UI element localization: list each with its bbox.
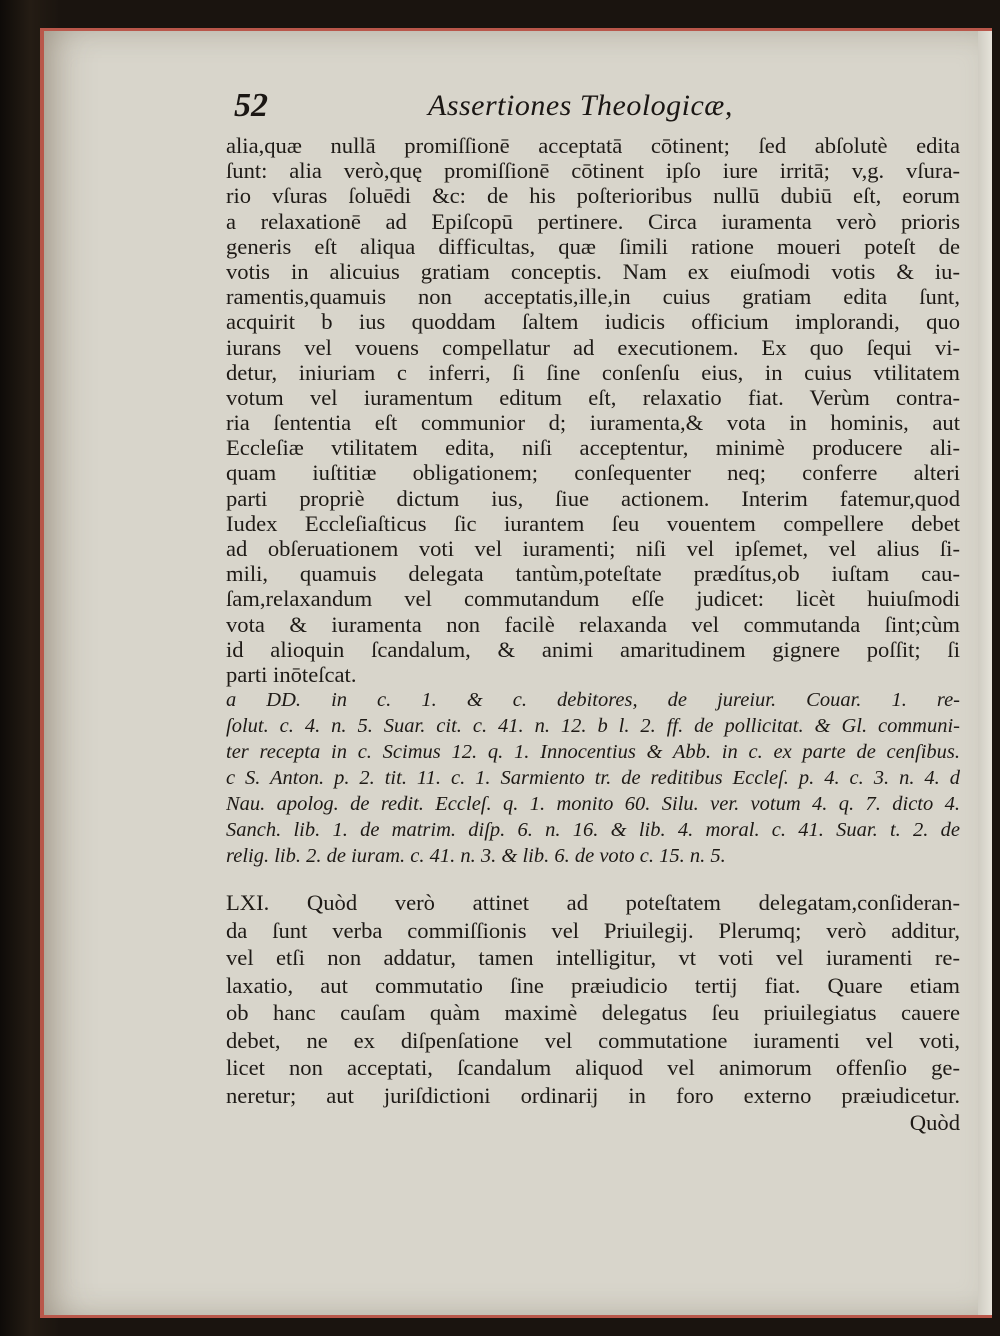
page-body	[226, 133, 960, 1137]
text-line: votis in alicuius gratiam conceptis. Nam ex eiuſmodi votis & iu-	[226, 258, 960, 284]
text-line: Eccleſiæ vtilitatem edita, niſi acceptentur, minimè producere ali-	[226, 435, 960, 461]
text-line: quam iuſtitiæ obligationem; conſequenter neq; conferre alteri	[226, 460, 960, 486]
text-line: rio vſuras ſoluēdi &c: de his poſterioribus nullū dubiū eſt, eorum	[226, 183, 960, 209]
page-number: 52	[234, 87, 268, 124]
text-line: LXI. Quòd verò attinet ad poteſtatem delegatam,conſideran-	[226, 890, 960, 916]
text-line: ad obſeruationem voti vel iuramenti; niſi vel ipſemet, vel alius ſi-	[226, 536, 960, 561]
note-line: relig. lib. 2. de iuram. c. 41. n. 3. & lib. 6. de voto c. 15. n. 5.	[226, 845, 726, 868]
paragraph-2	[226, 889, 960, 1137]
running-title: Assertiones Theologicæ,	[428, 89, 733, 122]
text-line: Iudex Eccleſiaſticus ſic iurantem ſeu vouentem compellere debet	[226, 510, 960, 536]
text-line: generis eſt aliqua difficultas, quæ ſimili ratione moueri poteſt de	[226, 233, 960, 259]
text-line: ſam,relaxandum vel commutandum eſſe judicet: licèt huiuſmodi	[226, 586, 960, 612]
text-line: ſunt: alia verò,quę promiſſionē cōtinent ipſo iure irritā; v,g. vſura-	[226, 158, 960, 184]
text-line: debet, ne ex diſpenſatione vel commutatione iuramenti vel voti,	[226, 1027, 960, 1053]
text-line: vel etſi non addatur, tamen intelligitur, vt voti vel iuramenti re-	[226, 945, 960, 971]
text-line: licet non acceptati, ſcandalum aliquod vel animorum offenſio ge-	[226, 1055, 960, 1081]
text-line: laxatio, aut commutatio ſine præiudicio tertij fiat. Quare etiam	[226, 972, 960, 998]
catchword: Quòd	[909, 1110, 960, 1136]
text-line: mili, quamuis delegata tantùm,poteſtate prædítus,ob iuſtam cau-	[226, 561, 960, 587]
text-line: parti inōteſcat.	[226, 661, 357, 687]
note-line: Sanch. lib. 1. de matrim. diſp. 6. n. 16. & lib. 4. moral. c. 41. Suar. t. 2. de	[226, 819, 960, 842]
paragraph-1	[226, 133, 960, 687]
text-line: a relaxationē ad Epiſcopū pertinere. Circa iuramenta verò prioris	[226, 208, 960, 234]
note-line: c S. Anton. p. 2. tit. 11. c. 1. Sarmiento tr. de reditibus Eccleſ. p. 4. c. 3. n. 4. d	[226, 767, 960, 790]
marginal-notes	[226, 687, 960, 869]
text-line: acquirit b ius quoddam ſaltem iudicis officium implorandi, quo	[226, 309, 960, 335]
note-line: ter recepta in c. Scimus 12. q. 1. Innocentius & Abb. in c. ex parte de cenſibus.	[226, 741, 960, 764]
book-page	[40, 28, 992, 1318]
text-line: neretur; aut juriſdictioni ordinarij in foro externo præiudicetur.	[226, 1082, 960, 1108]
page-edge	[978, 31, 992, 1315]
text-line: da ſunt verba commiſſionis vel Priuilegij. Plerumq; verò additur,	[226, 917, 960, 943]
text-line: parti propriè dictum ius, ſiue actionem. Interim fatemur,quod	[226, 485, 960, 511]
text-line: detur, iniuriam c inferri, ſi ſine conſenſu eius, in cuius vtilitatem	[226, 359, 960, 385]
text-line: ob hanc cauſam quàm maximè delegatus ſeu priuilegiatus cauere	[226, 1000, 960, 1026]
text-line: votum vel iuramentum editum eſt, relaxatio fiat. Verùm contra-	[226, 384, 960, 410]
text-line: vota & iuramenta non facilè relaxanda vel commutanda ſint;cùm	[226, 611, 960, 637]
text-line: ramentis,quamuis non acceptatis,ille,in cuius gratiam edita ſunt,	[226, 284, 960, 310]
text-line: iurans vel vouens compellatur ad executionem. Ex quo ſequi vi-	[226, 334, 960, 360]
page-header	[44, 87, 992, 137]
text-line: id alioquin ſcandalum, & animi amaritudinem gignere poſſit; ſi	[226, 636, 960, 662]
note-line: a DD. in c. 1. & c. debitores, de jureiur. Couar. 1. re-	[226, 689, 960, 712]
text-line: alia,quæ nullā promiſſionē acceptatā cōtinent; ſed abſolutè edita	[226, 133, 960, 158]
text-line: ria ſententia eſt communior d; iuramenta,& vota in hominis, aut	[226, 410, 960, 436]
note-line: ſolut. c. 4. n. 5. Suar. cit. c. 41. n. 12. b l. 2. ff. de pollicitat. & Gl. communi-	[226, 715, 960, 738]
note-line: Nau. apolog. de redit. Eccleſ. q. 1. monito 60. Silu. ver. votum 4. q. 7. dicto 4.	[226, 793, 960, 816]
